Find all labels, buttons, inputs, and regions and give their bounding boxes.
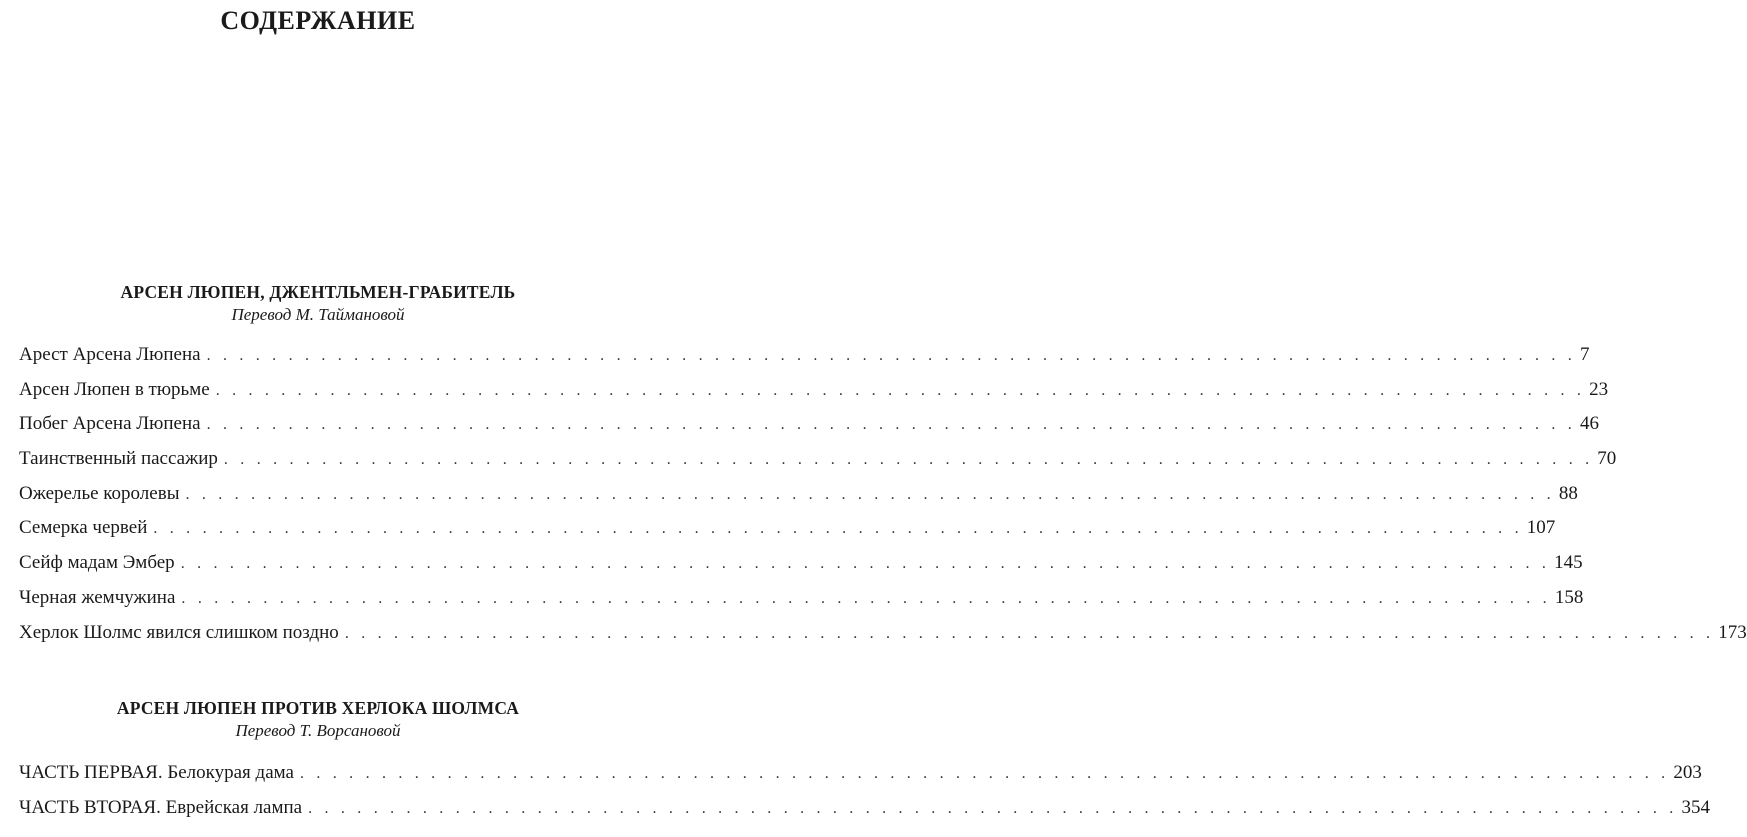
toc-entry-title: Черная жемчужина [19,586,176,608]
toc-entry[interactable] [19,796,1711,832]
toc-page-number: 46 [1579,413,1599,435]
toc-page-number: 23 [1589,378,1609,400]
toc-list-section-1 [19,344,1747,656]
toc-dot-leader: . . . . . . . . . . . . . . . . . . . . . . . . . . . . . . . . . . . . . . . . . . . . . . . . . . . . . . . . . . . . . . . . . . . . . . . . . . . . . . . . . . . . [215,381,1586,399]
section-heading: АРСЕН ЛЮПЕН, ДЖЕНТЛЬМЕН-ГРАБИТЕЛЬ [120,282,516,302]
toc-dot-leader: . . . . . . . . . . . . . . . . . . . . . . . . . . . . . . . . . . . . . . . . . . . . . . . . . . . . . . . . . . . . . . . . . . . . . . . . . . . . . . . . . . . . [308,799,1678,817]
toc-entry-title: Арест Арсена Люпена [19,344,201,365]
toc-entry[interactable] [19,413,1599,448]
toc-entry-title: ЧАСТЬ ВТОРАЯ. Еврейская лампа [19,796,303,818]
toc-dot-leader: . . . . . . . . . . . . . . . . . . . . . . . . . . . . . . . . . . . . . . . . . . . . . . . . . . . . . . . . . . . . . . . . . . . . . . . . . . . . . . . . . . . . [153,520,1523,538]
toc-entry[interactable] [19,344,1590,379]
toc-entry-title: Арсен Люпен в тюрьме [19,378,210,400]
toc-dot-leader: . . . . . . . . . . . . . . . . . . . . . . . . . . . . . . . . . . . . . . . . . . . . . . . . . . . . . . . . . . . . . . . . . . . . . . . . . . . . . . . . . . . . [181,589,1551,607]
toc-entry[interactable] [19,448,1617,483]
toc-entry-title: Сейф мадам Эмбер [19,552,175,574]
toc-entry[interactable] [19,621,1747,657]
toc-section-1 [0,282,636,325]
toc-dot-leader: . . . . . . . . . . . . . . . . . . . . . . . . . . . . . . . . . . . . . . . . . . . . . . . . . . . . . . . . . . . . . . . . . . . . . . . . . . . . . . . . . . . . [344,624,1715,642]
toc-entry-title: Ожерелье королевы [19,482,180,504]
toc-dot-leader: . . . . . . . . . . . . . . . . . . . . . . . . . . . . . . . . . . . . . . . . . . . . . . . . . . . . . . . . . . . . . . . . . . . . . . . . . . . . . . . . . . . . [206,416,1576,434]
toc-page-number: 107 [1526,517,1556,539]
toc-page-number: 70 [1597,448,1617,470]
toc-entry[interactable] [19,552,1583,587]
section-translator: Перевод Т. Ворсановой [235,721,401,740]
toc-dot-leader: . . . . . . . . . . . . . . . . . . . . . . . . . . . . . . . . . . . . . . . . . . . . . . . . . . . . . . . . . . . . . . . . . . . . . . . . . . . . . . . . . . . . [223,451,1594,469]
toc-page-number: 203 [1673,762,1702,783]
toc-entry[interactable] [19,762,1702,797]
toc-entry[interactable] [19,586,1584,622]
toc-dot-leader: . . . . . . . . . . . . . . . . . . . . . . . . . . . . . . . . . . . . . . . . . . . . . . . . . . . . . . . . . . . . . . . . . . . . . . . . . . . . . . . . . . . . [185,485,1555,503]
toc-entry[interactable] [19,482,1578,518]
toc-entry-title: Побег Арсена Люпена [19,413,201,435]
page-title: СОДЕРЖАНИЕ [220,6,416,35]
toc-dot-leader: . . . . . . . . . . . . . . . . . . . . . . . . . . . . . . . . . . . . . . . . . . . . . . . . . . . . . . . . . . . . . . . . . . . . . . . . . . . . . . . . . . . . [299,765,1670,782]
toc-entry[interactable] [19,517,1556,552]
toc-page-number: 173 [1718,621,1747,643]
toc-dot-leader: . . . . . . . . . . . . . . . . . . . . . . . . . . . . . . . . . . . . . . . . . . . . . . . . . . . . . . . . . . . . . . . . . . . . . . . . . . . . . . . . . . . . [206,347,1576,364]
toc-entry[interactable] [19,378,1609,414]
toc-page-number: 145 [1554,552,1583,574]
toc-page-number: 354 [1681,796,1711,818]
toc-entry-title: Таинственный пассажир [19,448,218,470]
toc-list-section-2 [19,762,1711,831]
section-heading: АРСЕН ЛЮПЕН ПРОТИВ ХЕРЛОКА ШОЛМСА [116,698,520,718]
toc-page-number: 88 [1558,482,1578,504]
toc-entry-title: Семерка червей [19,517,148,539]
toc-entry-title: Херлок Шолмс явился слишком поздно [19,621,339,643]
toc-page-number: 7 [1579,344,1590,365]
toc-section-2 [0,698,636,741]
section-translator: Перевод М. Таймановой [231,305,405,324]
toc-page-number: 158 [1554,586,1584,608]
toc-dot-leader: . . . . . . . . . . . . . . . . . . . . . . . . . . . . . . . . . . . . . . . . . . . . . . . . . . . . . . . . . . . . . . . . . . . . . . . . . . . . . . . . . . . . [180,555,1551,573]
toc-entry-title: ЧАСТЬ ПЕРВАЯ. Белокурая дама [19,762,294,783]
